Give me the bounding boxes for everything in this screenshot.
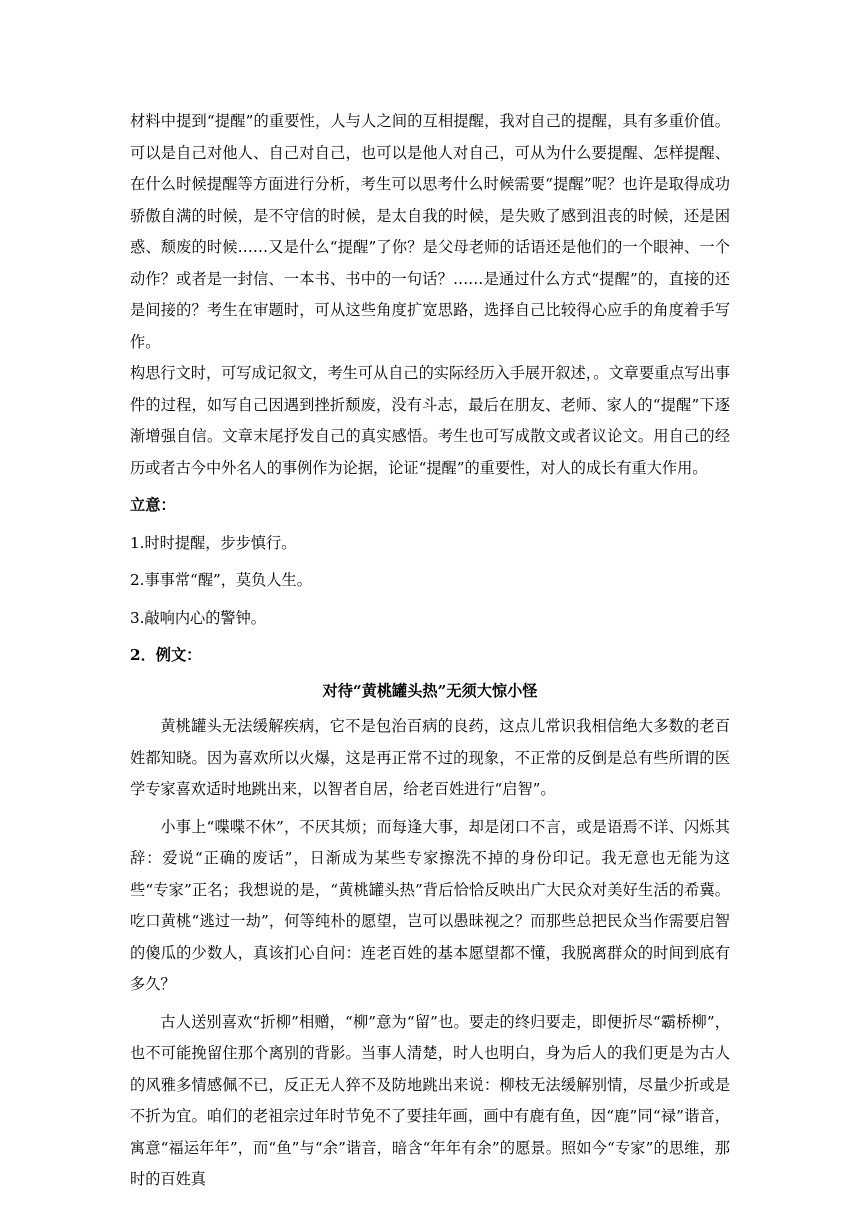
example-heading: 2．例文：: [130, 646, 202, 664]
idea-item-1: 1.时时提醒，步步慎行。: [130, 533, 297, 552]
essay-paragraph-1: 黄桃罐头无法缓解疾病，它不是包治百病的良药，这点儿常识我相信绝大多数的老百姓都知晓。因为喜欢所以火爆，这是再正常不过的现象，不正常的反倒是总有些所谓的医学专家喜欢适时地跳出来，以智者自居，给老百姓进行“启智”。: [130, 717, 730, 798]
essay-paragraph-3: 古人送别喜欢“折柳”相赠，“柳”意为“留”也。要走的终归要走，即便折尽“霸桥柳”，也不可能挽留住那个离别的背影。当事人清楚，时人也明白，身为后人的我们更是为古人的风雅多情感佩不已，反正无人猝不及防地跳出来说：柳枝无法缓解别情，尽量少折或是不折为宜。咱们的老祖宗过年时节免不了要挂年画，画中有鹿有鱼，因“鹿”同“禄”谐音，寓意“福运年年”，而“鱼”与“余”谐音，暗含“年年有余”的愿景。照如今“专家”的思维，那时的百姓真: [130, 1012, 730, 1188]
essay-title: 对待“黄桃罐头热”无须大惊小怪: [322, 681, 538, 700]
ideas-heading: 立意：: [130, 496, 176, 514]
idea-item-2: 2.事事常“醒”，莫负人生。: [130, 571, 312, 589]
document-body: [130, 106, 730, 1196]
idea-item-3: 3.敲响内心的警钟。: [130, 608, 266, 627]
analysis-paragraph-2: 构思行文时，可写成记叙文，考生可从自己的实际经历入手展开叙述，。文章要重点写出事件的过程，如写自己因遇到挫折颓废，没有斗志，最后在朋友、老师、家人的“提醒”下逐渐增强自信。文章末尾抒发自己的真实感悟。考生也可写成散文或者议论文。用自己的经历或者古今中外名人的事例作为论据，论证“提醒”的重要性，对人的成长有重大作用。: [130, 364, 730, 477]
essay-paragraph-2: 小事上“喋喋不休”，不厌其烦；而每逢大事，却是闭口不言，或是语焉不详、闪烁其辞：爱说“正确的废话”，日渐成为某些专家擦洗不掉的身份印记。我无意也无能为这些“专家”正名；我想说的是，“黄桃罐头热”背后恰恰反映出广大民众对美好生活的希冀。吃口黄桃“逃过一劫”，何等纯朴的愿望，岂可以愚昧视之？而那些总把民众当作需要启智的傻瓜的少数人，真该扪心自问：连老百姓的基本愿望都不懂，我脱离群众的时间到底有多久？: [130, 817, 730, 993]
analysis-paragraph-1: 材料中提到“提醒”的重要性，人与人之间的互相提醒，我对自己的提醒，具有多重价值。可以是自己对他人、自己对自己，也可以是他人对自己，可从为什么要提醒、怎样提醒、在什么时候提醒等方面进行分析，考生可以思考什么时候需要“提醒”呢？也许是取得成功骄傲自满的时候，是不守信的时候，是太自我的时候，是失败了感到沮丧的时候，还是困惑、颓废的时候……又是什么“提醒”了你？是父母老师的话语还是他们的一个眼神、一个动作？或者是一封信、一本书、书中的一句话？……是通过什么方式“提醒”的，直接的还是间接的？考生在审题时，可从这些角度扩宽思路，选择自己比较得心应手的角度着手写作。: [130, 112, 730, 351]
